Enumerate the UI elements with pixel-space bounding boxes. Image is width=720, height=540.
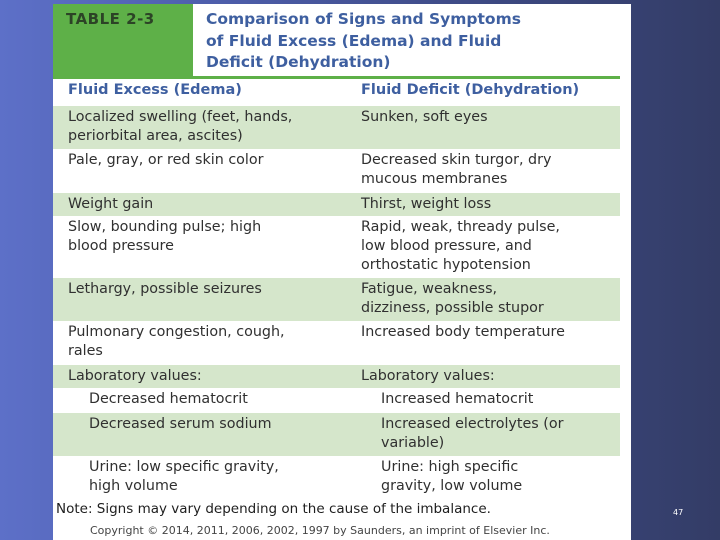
- cell-text-line: Decreased serum sodium: [89, 416, 272, 432]
- table-cell-excess: [68, 323, 285, 361]
- table-cell-deficit: [361, 218, 560, 275]
- cell-text-line: mucous membranes: [361, 171, 508, 187]
- table-label: TABLE 2-3: [66, 10, 155, 28]
- table-row: [53, 413, 620, 456]
- table-title-line-2: of Fluid Excess (Edema) and Fluid: [206, 32, 502, 50]
- table-note: [53, 500, 620, 520]
- cell-text-line: Fatigue, weakness,: [361, 281, 498, 297]
- table-cell-excess: [68, 218, 261, 256]
- cell-text-line: rales: [68, 343, 103, 359]
- table-label-box: [53, 4, 193, 76]
- table-cell-excess: [68, 151, 264, 170]
- page-number: 47: [673, 508, 684, 517]
- table-row: [53, 193, 620, 216]
- table-cell-deficit: [361, 280, 544, 318]
- cell-text-line: Urine: high specific: [381, 459, 519, 475]
- cell-text-line: Urine: low specific gravity,: [89, 459, 279, 475]
- table-cell-excess: [68, 280, 262, 299]
- cell-text-line: periorbital area, ascites): [68, 128, 243, 144]
- cell-text-line: Decreased hematocrit: [89, 391, 248, 407]
- table-title-line-3: Deficit (Dehydration): [206, 53, 391, 71]
- cell-text-line: Laboratory values:: [361, 368, 495, 384]
- cell-text-line: variable): [381, 435, 445, 451]
- cell-text-line: Localized swelling (feet, hands,: [68, 109, 293, 125]
- table-cell-excess: [68, 195, 153, 214]
- cell-text-line: low blood pressure, and: [361, 238, 532, 254]
- copyright-line: [53, 522, 620, 540]
- column-header-deficit: Fluid Deficit (Dehydration): [361, 82, 580, 98]
- cell-text-line: high volume: [89, 478, 178, 494]
- table-title-line-1: Comparison of Signs and Symptoms: [206, 10, 521, 28]
- table-row: [53, 216, 620, 278]
- cell-text-line: Lethargy, possible seizures: [68, 281, 262, 297]
- cell-text-line: Pulmonary congestion, cough,: [68, 324, 285, 340]
- column-header-excess: Fluid Excess (Edema): [68, 82, 242, 98]
- table-cell-deficit: [361, 195, 491, 214]
- cell-text-line: Increased electrolytes (or: [381, 416, 564, 432]
- cell-text-line: gravity, low volume: [381, 478, 523, 494]
- table-cell-excess: [89, 415, 272, 434]
- table-cell-excess: [68, 367, 202, 386]
- cell-text-line: Laboratory values:: [68, 368, 202, 384]
- cell-text-line: blood pressure: [68, 238, 174, 254]
- cell-text-line: orthostatic hypotension: [361, 257, 531, 273]
- table-row: [53, 388, 620, 413]
- cell-text-line: Pale, gray, or red skin color: [68, 152, 264, 168]
- table-row: [53, 321, 620, 365]
- table-row: [53, 106, 620, 149]
- table-cell-deficit: [361, 323, 565, 342]
- cell-text-line: Decreased skin turgor, dry: [361, 152, 552, 168]
- copyright-text: Copyright © 2014, 2011, 2006, 2002, 1997 by Saunders, an imprint of Elsevier Inc.: [90, 524, 550, 537]
- cell-text-line: Rapid, weak, thready pulse,: [361, 219, 560, 235]
- table-cell-deficit: [361, 367, 495, 386]
- cell-text-line: Slow, bounding pulse; high: [68, 219, 262, 235]
- table-cell-excess: [89, 390, 248, 409]
- table-row: [53, 149, 620, 193]
- table-title: [193, 4, 631, 76]
- table-row: [53, 365, 620, 388]
- table-header: [53, 4, 631, 76]
- cell-text-line: Increased body temperature: [361, 324, 565, 340]
- cell-text-line: Thirst, weight loss: [361, 196, 492, 212]
- table-cell-deficit: [381, 390, 533, 409]
- cell-text-line: Increased hematocrit: [381, 391, 534, 407]
- table-cell-excess: [89, 458, 279, 496]
- table-cell-deficit: [381, 415, 564, 453]
- table-note-text: Note: Signs may vary depending on the cause of the imbalance.: [56, 501, 491, 517]
- table-row: [53, 278, 620, 321]
- table-cell-deficit: [361, 108, 488, 127]
- cell-text-line: Sunken, soft eyes: [361, 109, 488, 125]
- table-row: [53, 456, 620, 500]
- cell-text-line: Weight gain: [68, 196, 154, 212]
- cell-text-line: dizziness, possible stupor: [361, 300, 544, 316]
- table-cell-deficit: [361, 151, 551, 189]
- header-divider: [53, 76, 620, 79]
- table-figure: [53, 4, 631, 540]
- table-cell-deficit: [381, 458, 522, 496]
- table-cell-excess: [68, 108, 292, 146]
